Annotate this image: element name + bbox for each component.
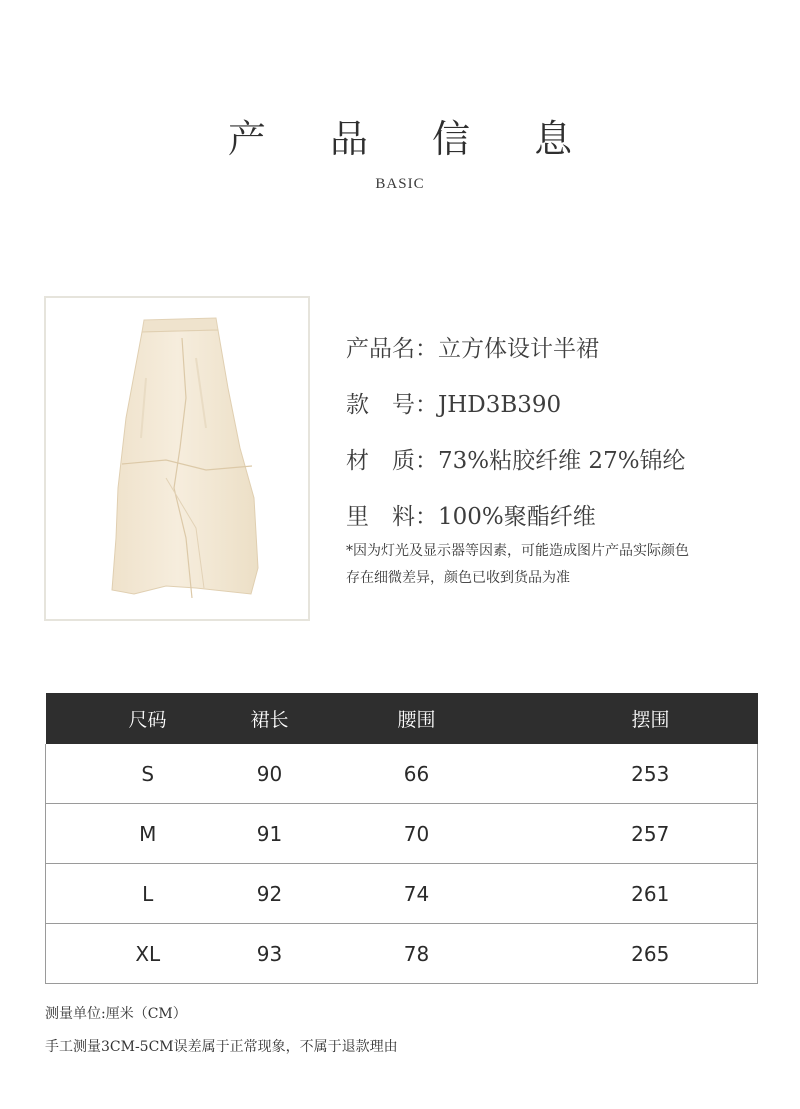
info-label: 里 料：	[346, 504, 438, 530]
cell-length: 93	[250, 924, 290, 984]
measurement-unit-note: 测量单位:厘米（CM）	[45, 1006, 187, 1022]
header-length: 裙长	[250, 693, 290, 744]
color-disclaimer-line2: 存在细微差异，颜色已收到货品为准	[346, 570, 570, 586]
color-disclaimer-line1: *因为灯光及显示器等因素，可能造成图片产品实际颜色	[346, 543, 689, 559]
header-hem: 摆围	[544, 693, 758, 744]
cell-length: 92	[250, 864, 290, 924]
product-image	[44, 296, 310, 621]
info-row-lining	[346, 498, 596, 531]
size-table-header	[46, 693, 758, 744]
measurement-tolerance-note: 手工测量3CM-5CM误差属于正常现象，不属于退款理由	[45, 1039, 398, 1055]
cell-waist: 70	[290, 804, 544, 864]
info-label: 款 号：	[346, 392, 438, 418]
table-row	[46, 804, 758, 864]
info-row-style-number	[346, 386, 561, 419]
header-waist: 腰围	[290, 693, 544, 744]
cell-waist: 66	[403, 761, 430, 786]
info-value: JHD3B390	[438, 392, 562, 418]
cell-size: XL	[46, 924, 250, 984]
cell-waist: 74	[290, 864, 544, 924]
info-label: 材 质：	[346, 448, 438, 474]
info-row-name	[346, 330, 599, 363]
header-size: 尺码	[46, 693, 250, 744]
table-row	[46, 864, 758, 924]
cell-length: 90	[256, 761, 283, 786]
info-label: 产品名：	[346, 336, 438, 362]
info-value: 73%粘胶纤维 27%锦纶	[438, 448, 686, 474]
page-subtitle: BASIC	[375, 176, 425, 192]
table-row	[46, 924, 758, 984]
cell-hem: 253	[631, 761, 670, 786]
skirt-illustration	[46, 298, 308, 619]
cell-hem: 265	[544, 924, 758, 984]
page-title: 产 品 信 息	[227, 117, 599, 161]
info-row-material	[346, 442, 686, 475]
cell-size: M	[46, 804, 250, 864]
cell-hem: 257	[544, 804, 758, 864]
cell-size: L	[46, 864, 250, 924]
cell-waist: 78	[290, 924, 544, 984]
cell-size: S	[141, 761, 155, 786]
size-table	[45, 693, 758, 984]
cell-hem: 261	[544, 864, 758, 924]
info-value: 立方体设计半裙	[438, 336, 599, 362]
info-value: 100%聚酯纤维	[438, 504, 596, 530]
cell-length: 91	[250, 804, 290, 864]
table-row	[46, 744, 758, 804]
